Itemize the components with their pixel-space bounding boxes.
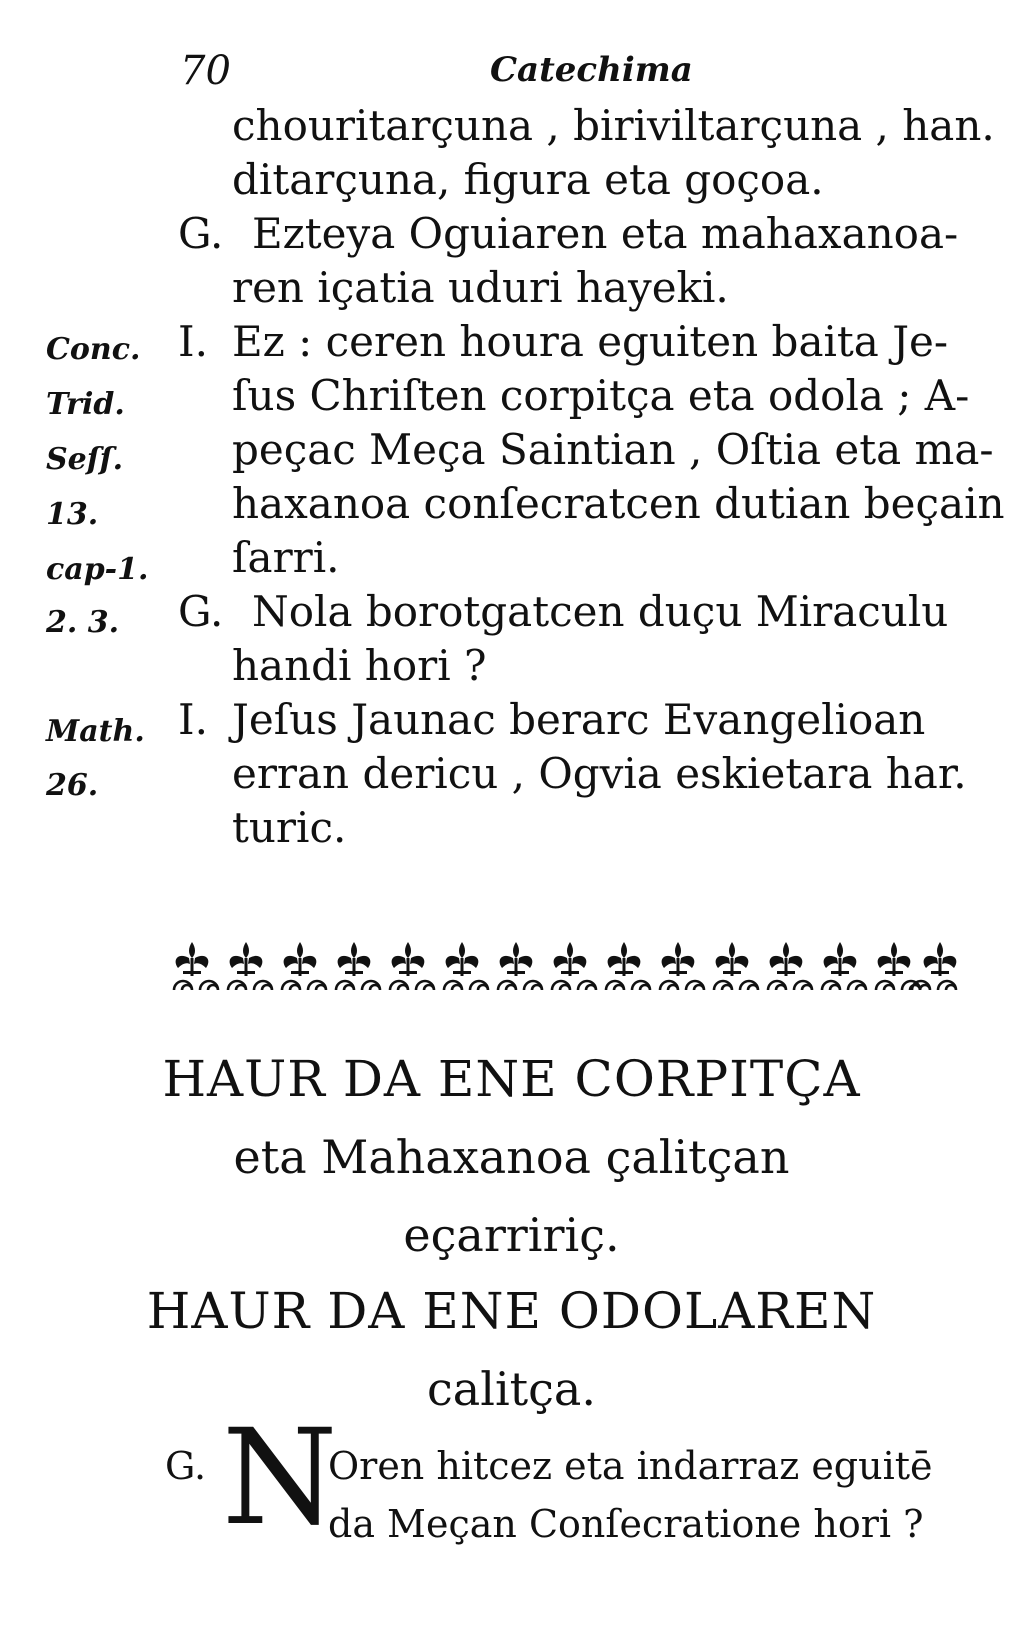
heading-line: eçarririç. [403, 1208, 620, 1262]
text-line: turic. [232, 803, 347, 852]
heading-line: calitça. [427, 1362, 596, 1416]
text-line: ren içatia uduri hayeki. [232, 263, 729, 312]
margin-note: Trid. [46, 387, 125, 422]
text-line: Ezteya Oguiaren eta mahaxanoa- [252, 209, 959, 258]
question-label: G. [178, 587, 224, 636]
page-header [180, 48, 780, 98]
heading-line: eta Mahaxanoa çalitçan [233, 1130, 790, 1184]
text-line: haxanoa conſecratcen dutian beçain [232, 479, 1005, 528]
text-line: Oren hitcez eta indarraz eguitē [328, 1444, 933, 1488]
text-line: Nola borotgatcen duçu Miraculu [252, 587, 949, 636]
text-line: Ez : ceren houra eguiten baita Je- [232, 317, 949, 366]
text-line: ſus Chriſten corpitça eta odola ; A- [232, 371, 970, 420]
answer-label: I. [178, 317, 208, 366]
answer-label: I. [178, 695, 208, 744]
text-line: handi hori ? [232, 641, 487, 690]
margin-note: Seſſ. [46, 442, 124, 477]
text-line: peçac Meça Saintian , Oſtia eta ma- [232, 425, 994, 474]
running-title: Catechima [490, 50, 693, 90]
text-line: ditarçuna, figura eta goçoa. [232, 155, 824, 204]
question-label: G. [178, 209, 224, 258]
text-line: da Meçan Conſecratione hori ? [328, 1502, 924, 1546]
text-line: ſarri. [232, 533, 340, 582]
heading-line: HAUR DA ENE ODOLAREN [146, 1282, 877, 1340]
margin-note: cap-1. [46, 552, 149, 587]
margin-note: 2. 3. [46, 605, 120, 640]
page-number: 70 [180, 48, 231, 94]
margin-note: Conc. [46, 332, 141, 367]
question-label: G. [165, 1444, 207, 1488]
text-line: Jeſus Jaunac berarc Evangelioan [232, 695, 926, 744]
text-line: chouritarçuna , biriviltarçuna , han. [232, 101, 995, 150]
margin-note: 13. [46, 497, 99, 532]
text-line: erran dericu , Ogvia eskietara har. [232, 749, 967, 798]
margin-note: Math. [46, 714, 145, 749]
heading-line: HAUR DA ENE CORPITÇA [162, 1050, 861, 1108]
fleuron-ornament-band [170, 938, 960, 1008]
drop-cap: N [222, 1401, 338, 1555]
margin-note: 26. [46, 768, 99, 803]
